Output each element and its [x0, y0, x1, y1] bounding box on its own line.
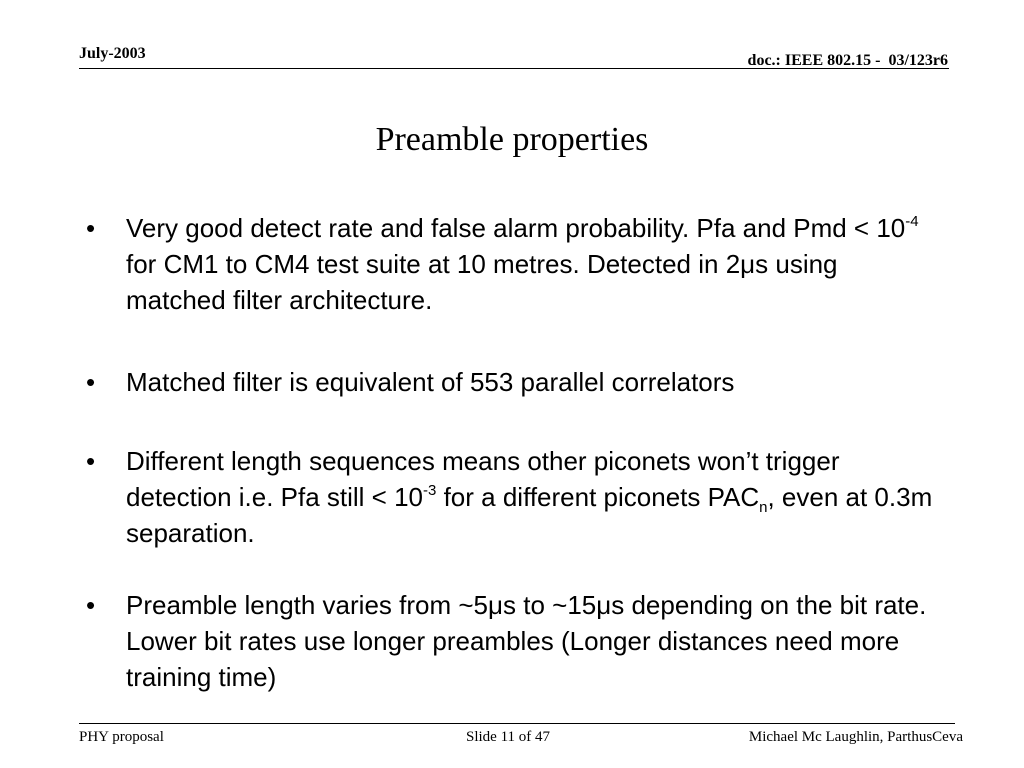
- mu-symbol: μ: [488, 590, 503, 620]
- bullet-text-part: , even at 0.3m separation.: [126, 482, 933, 548]
- bullet-text-part: Different length sequences means other piconets won’t trigger detection i.e. Pfa still < 10: [126, 446, 840, 512]
- subscript-index: n: [759, 499, 768, 516]
- header-doc-id: doc.: IEEE 802.15 - 03/123r6: [747, 52, 948, 69]
- superscript-exponent: -3: [423, 482, 437, 499]
- bullet-text: [126, 210, 936, 318]
- footer-left: PHY proposal: [79, 729, 164, 745]
- bullet-text: [126, 587, 936, 695]
- bullet-marker: •: [86, 367, 96, 397]
- header-date: July-2003: [79, 45, 146, 62]
- bullet-text: [126, 443, 936, 551]
- bullet-marker: •: [86, 590, 96, 620]
- bullet-text-part: s to ~15: [503, 590, 597, 620]
- bullet-item-sequence-length: [86, 443, 936, 551]
- mu-symbol: μ: [596, 590, 612, 620]
- bullet-text-part: Very good detect rate and false alarm probability. Pfa and Pmd < 10: [126, 213, 906, 243]
- bullet-text: Matched filter is equivalent of 553 parallel correlators: [126, 367, 735, 397]
- footer-divider: [79, 723, 955, 724]
- bullet-item-matched-filter: [86, 364, 936, 400]
- slide-title: Preamble properties: [375, 121, 649, 158]
- bullet-text-part: for CM1 to CM4 test suite at 10 metres. Detected in 2: [126, 249, 741, 279]
- bullet-text-part: s depending on the bit rate. Lower bit rates use longer preambles (Longer distances need more training time): [126, 590, 927, 692]
- bullet-text-part: s using matched filter architecture.: [126, 249, 838, 315]
- bullet-text-part: for a different piconets PAC: [436, 482, 760, 512]
- bullet-marker: •: [86, 213, 96, 243]
- bullet-marker: •: [86, 446, 96, 476]
- superscript-exponent: -4: [905, 213, 919, 230]
- bullet-item-preamble-length: [86, 587, 936, 695]
- bullet-item-detect-rate: [86, 210, 936, 318]
- bullet-text-part: Preamble length varies from ~5: [126, 590, 489, 620]
- footer-slide-number: Slide 11 of 47: [466, 729, 551, 745]
- footer-author: Michael Mc Laughlin, ParthusCeva: [748, 729, 963, 745]
- mu-symbol: μ: [740, 249, 756, 279]
